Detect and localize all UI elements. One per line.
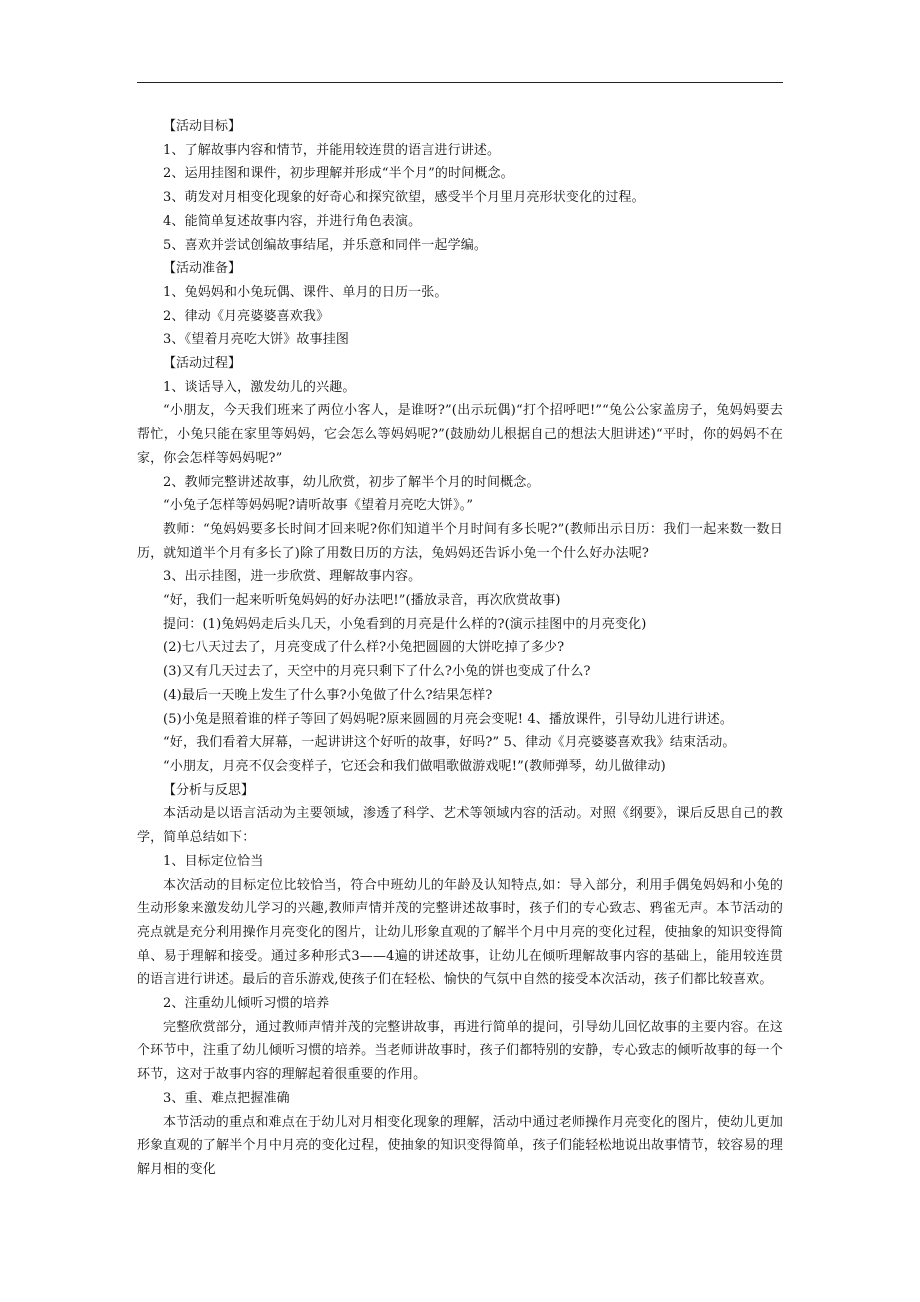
paragraph: 5、喜欢并尝试创编故事结尾，并乐意和同伴一起学编。 [163,237,488,253]
paragraph: 2、律动《月亮婆婆喜欢我》 [163,308,330,324]
paragraph: 1、目标定位恰当 [163,853,264,869]
paragraph: 3、重、难点把握准确 [163,1090,290,1106]
paragraph: “好，我们一起来听听兔妈妈的好办法吧!”(播放录音，再次欣赏故事) [163,593,561,609]
paragraph: 本次活动的目标定位比较恰当，符合中班幼儿的年龄及认知特点,如：导入部分，利用手偶兔妈妈和小兔的生动形象来激发幼儿学习的兴趣,教师声情并茂的完整讲述故事时，孩子们的专心致志、鸦雀无声。本节活动的亮点就是充分利用操作月亮变化的图片，让幼儿形象直观的了解半个月中月亮的变化过程，使抽象的知识变得简单、易于理解和接受。通过多种形式3——4遍的讲述故事，让幼儿在倾听理解故事内容的基础上，能用较连贯的语言进行讲述。最后的音乐游戏,使孩子们在轻松、愉快的气氛中自然的接受本次活动，孩子们都比较喜欢。 [137,877,783,988]
paragraph: 完整欣赏部分，通过教师声情并茂的完整讲故事，再进行简单的提问，引导幼儿回忆故事的主要内容。在这个环节中，注重了幼儿倾听习惯的培养。当老师讲故事时，孩子们都特别的安静，专心致志的倾听故事的每一个环节，这对于故事内容的理解起着很重要的作用。 [137,1019,783,1083]
paragraph: 3、出示挂图，进一步欣赏、理解故事内容。 [163,569,422,585]
paragraph: 1、了解故事内容和情节，并能用较连贯的语言进行讲述。 [163,142,501,158]
paragraph: “好，我们看着大屏幕，一起讲讲这个好听的故事，好吗?” 5、律动《月亮婆婆喜欢我》结束活动。 [163,735,736,751]
document-body [137,115,783,1182]
paragraph: (5)小兔是照着谁的样子等回了妈妈呢?原来圆圆的月亮会变呢! 4、播放课件，引导幼儿进行讲述。 [163,711,734,727]
paragraph: (3)又有几天过去了，天空中的月亮只剩下了什么?小兔的饼也变成了什么? [163,664,591,680]
section-heading: 【活动目标】 [163,119,242,134]
paragraph: 提问：(1)兔妈妈走后头几天，小兔看到的月亮是什么样的?(演示挂图中的月亮变化) [163,616,647,632]
paragraph: 2、教师完整讲述故事，幼儿欣赏，初步了解半个月的时间概念。 [163,474,540,490]
section-heading: 【活动准备】 [163,261,242,277]
paragraph: 本活动是以语言活动为主要领域，渗透了科学、艺术等领域内容的活动。对照《纲要》，课后反思自己的教学，简单总结如下： [137,806,783,846]
paragraph: 2、注重幼儿倾听习惯的培养 [163,996,330,1012]
header-rule [137,82,783,83]
paragraph: 3、《望着月亮吃大饼》故事挂图 [163,332,350,348]
paragraph: “小兔子怎样等妈妈呢?请听故事《望着月亮吃大饼》。” [163,498,474,514]
paragraph: 2、运用挂图和课件，初步理解并形成“半个月”的时间概念。 [163,166,514,182]
paragraph: 1、兔妈妈和小兔玩偶、课件、单月的日历一张。 [163,284,448,300]
paragraph: 4、能简单复述故事内容，并进行角色表演。 [163,213,422,229]
paragraph: 本节活动的重点和难点在于幼儿对月相变化现象的理解，活动中通过老师操作月亮变化的图片，使幼儿更加形象直观的了解半个月中月亮的变化过程，使抽象的知识变得简单，孩子们能轻松地说出故事情节，较容易的理解月相的变化 [137,1114,783,1177]
section-heading: 【活动过程】 [163,356,242,372]
paragraph: 3、萌发对月相变化现象的好奇心和探究欲望，感受半个月里月亮形状变化的过程。 [163,190,645,206]
paragraph: (2)七八天过去了，月亮变成了什么样?小兔把圆圆的大饼吃掉了多少? [163,640,565,656]
paragraph: “小朋友，今天我们班来了两位小客人，是谁呀?”(出示玩偶)“打个招呼吧!”“兔公公家盖房子，兔妈妈要去帮忙，小兔只能在家里等妈妈，它会怎么等妈妈呢?”(鼓励幼儿根据自己的想法大胆讲述)“平时，你的妈妈不在家，你会怎样等妈妈呢?” [137,403,783,466]
paragraph: 教师：“兔妈妈要多长时间才回来呢?你们知道半个月时间有多长呢?”(教师出示日历：我们一起来数一数日历，就知道半个月有多长了)除了用数日历的方法，兔妈妈还告诉小兔一个什么好办法呢? [137,521,783,561]
paragraph: 1、谈话导入，激发幼儿的兴趣。 [163,379,356,395]
section-heading: 【分析与反思】 [163,782,255,798]
paragraph: “小朋友，月亮不仅会变样子，它还会和我们做唱歌做游戏呢!”(教师弹琴，幼儿做律动) [163,758,666,774]
paragraph: (4)最后一天晚上发生了什么事?小兔做了什么?结果怎样? [163,687,493,703]
